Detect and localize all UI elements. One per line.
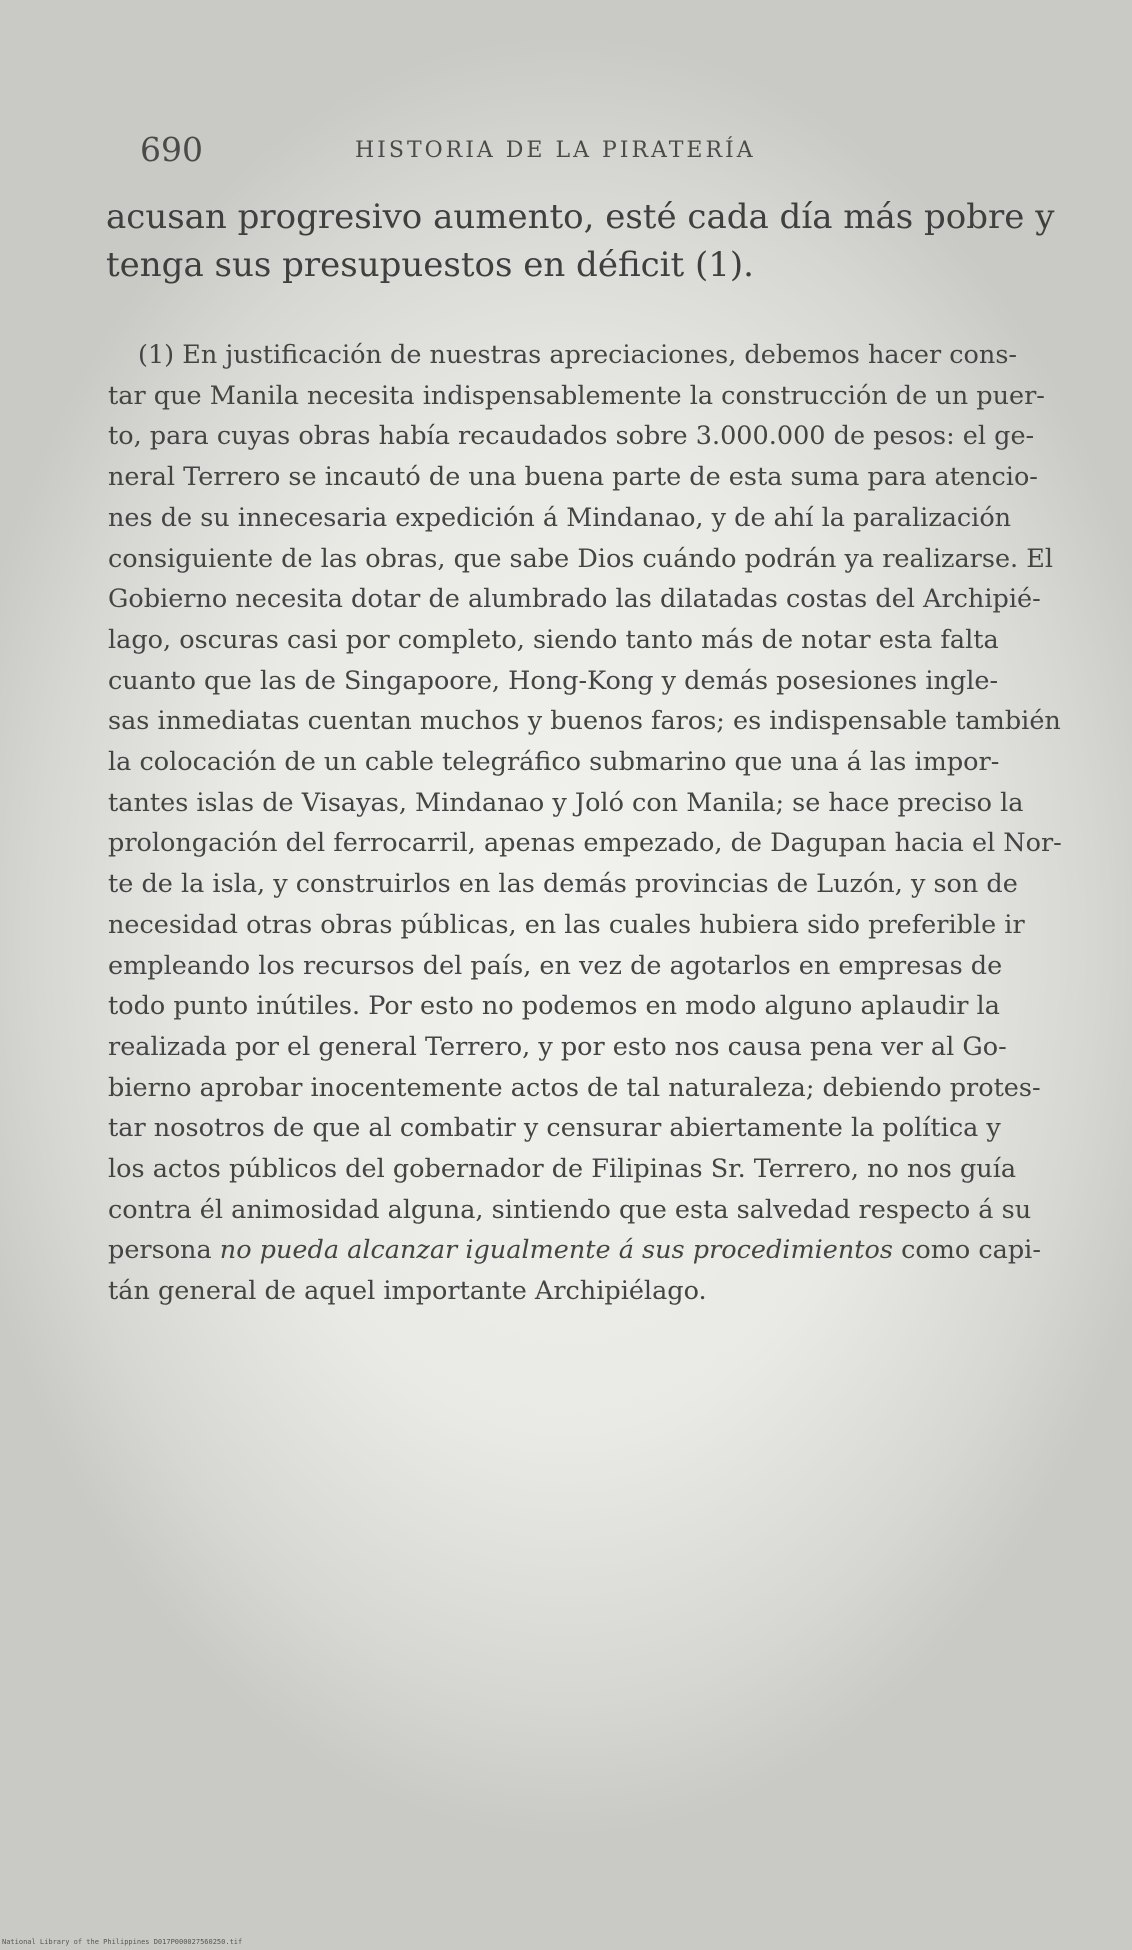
running-head-title: HISTORIA DE LA PIRATERÍA — [355, 138, 756, 163]
footnote-line: prolongación del ferrocarril, apenas empezado, de Dagupan hacia el Nor- — [108, 828, 1062, 859]
footnote-line: necesidad otras obras públicas, en las cuales hubiera sido preferible ir — [108, 909, 1025, 940]
footnote-line: to, para cuyas obras había recaudados sobre 3.000.000 de pesos: el ge- — [108, 421, 1035, 452]
main-text-line: tenga sus presupuestos en déficit (1). — [106, 245, 754, 285]
footnote-italic-text: no pueda alcanzar igualmente á sus procedimientos — [219, 1235, 893, 1266]
scan-credit: National Library of the Philippines D017P000027560250.tif — [2, 1938, 243, 1946]
footnote-line: te de la isla, y construirlos en las demás provincias de Luzón, y son de — [108, 869, 1018, 900]
running-head — [140, 130, 1040, 180]
main-text-line: acusan progresivo aumento, esté cada día más pobre y — [106, 197, 1055, 237]
footnote-line: la colocación de un cable telegráfico submarino que una á las impor- — [108, 747, 1000, 778]
footnote-line: tar nosotros de que al combatir y censurar abiertamente la política y — [108, 1113, 1001, 1144]
page-number: 690 — [140, 130, 203, 169]
footnote-line: empleando los recursos del país, en vez de agotarlos en empresas de — [108, 950, 1003, 981]
footnote-line: cuanto que las de Singapoore, Hong-Kong y demás posesiones ingle- — [108, 665, 999, 696]
footnote-line: los actos públicos del gobernador de Filipinas Sr. Terrero, no nos guía — [108, 1154, 1017, 1185]
footnote-line: (1) En justificación de nuestras apreciaciones, debemos hacer cons- — [138, 340, 1018, 370]
footnote-line: tán general de aquel importante Archipiélago. — [108, 1276, 707, 1307]
footnote-line: realizada por el general Terrero, y por esto nos causa pena ver al Go- — [108, 1031, 1007, 1062]
footnote-line: neral Terrero se incautó de una buena parte de esta suma para atencio- — [108, 462, 1038, 493]
footnote-line — [108, 1230, 1043, 1271]
footnote-line: todo punto inútiles. Por esto no podemos en modo alguno aplaudir la — [108, 991, 1000, 1022]
footnote-line: consiguiente de las obras, que sabe Dios cuándo podrán ya realizarse. El — [108, 543, 1054, 574]
footnote-line: contra él animosidad alguna, sintiendo que esta salvedad respecto á su — [108, 1194, 1032, 1225]
footnote-line: tantes islas de Visayas, Mindanao y Joló con Manila; se hace preciso la — [108, 787, 1024, 818]
footnote-text: persona — [108, 1235, 220, 1266]
footnote — [108, 335, 1062, 1312]
footnote-line: lago, oscuras casi por completo, siendo tanto más de notar esta falta — [108, 624, 999, 655]
footnote-line: bierno aprobar inocentemente actos de tal naturaleza; debiendo protes- — [108, 1072, 1041, 1103]
footnote-line: Gobierno necesita dotar de alumbrado las dilatadas costas del Archipié- — [108, 584, 1041, 615]
footnote-line: sas inmediatas cuentan muchos y buenos faros; es indispensable también — [108, 706, 1061, 737]
main-text — [106, 193, 1055, 289]
footnote-text: como capi- — [893, 1235, 1041, 1266]
footnote-line: tar que Manila necesita indispensablemente la construcción de un puer- — [108, 380, 1045, 411]
footnote-line: nes de su innecesaria expedición á Mindanao, y de ahí la paralización — [108, 502, 1012, 533]
